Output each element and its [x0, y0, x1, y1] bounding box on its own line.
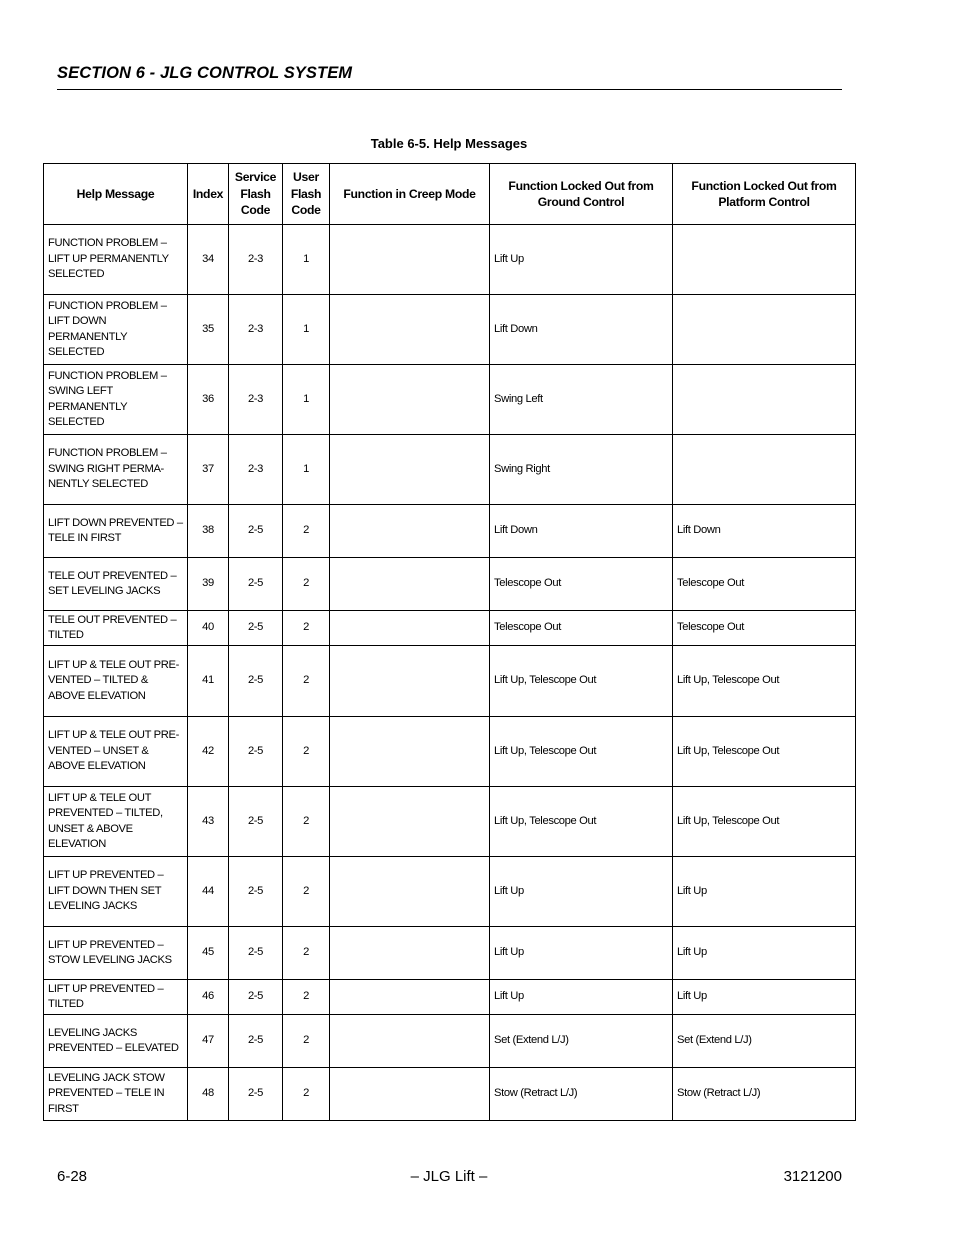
help-message-cell: LEVELING JACKS PREVENTED – ELEVATED [44, 1015, 188, 1068]
creep-mode-cell [330, 435, 490, 505]
header-divider [57, 89, 842, 90]
creep-mode-cell [330, 787, 490, 857]
help-message-cell: FUNCTION PROBLEM – LIFT UP PERMANENTLY SELECTED [44, 225, 188, 295]
index-cell: 48 [188, 1068, 229, 1121]
service-flash-code-cell: 2-3 [229, 225, 283, 295]
service-flash-code-cell: 2-5 [229, 980, 283, 1015]
index-cell: 41 [188, 646, 229, 717]
user-flash-code-cell: 1 [283, 435, 330, 505]
service-flash-code-cell: 2-3 [229, 435, 283, 505]
platform-lockout-cell [673, 225, 856, 295]
help-message-cell: LIFT UP PREVENTED – LIFT DOWN THEN SET LEVELING JACKS [44, 857, 188, 927]
creep-mode-cell [330, 505, 490, 558]
user-flash-code-cell: 2 [283, 1015, 330, 1068]
ground-lockout-cell: Lift Down [490, 295, 673, 365]
service-flash-code-cell: 2-5 [229, 927, 283, 980]
table-row [44, 980, 856, 1015]
index-cell: 47 [188, 1015, 229, 1068]
platform-lockout-cell [673, 295, 856, 365]
help-message-cell: LIFT DOWN PREVENTED – TELE IN FIRST [44, 505, 188, 558]
user-flash-code-cell: 2 [283, 611, 330, 646]
user-flash-code-cell: 2 [283, 505, 330, 558]
creep-mode-cell [330, 980, 490, 1015]
creep-mode-cell [330, 927, 490, 980]
column-header-index: Index [188, 164, 229, 225]
help-message-cell: LIFT UP & TELE OUT PREVENTED – TILTED, UNSET & ABOVE ELEVATION [44, 787, 188, 857]
ground-lockout-cell: Stow (Retract L/J) [490, 1068, 673, 1121]
help-message-cell: LIFT UP & TELE OUT PRE-VENTED – TILTED & ABOVE ELEVATION [44, 646, 188, 717]
user-flash-code-cell: 2 [283, 717, 330, 787]
help-message-cell: LIFT UP PREVENTED – TILTED [44, 980, 188, 1015]
table-row [44, 558, 856, 611]
user-flash-code-cell: 1 [283, 365, 330, 435]
user-flash-code-cell: 2 [283, 1068, 330, 1121]
user-flash-code-cell: 1 [283, 295, 330, 365]
document-number: 3121200 [783, 1168, 842, 1185]
platform-lockout-cell: Lift Up, Telescope Out [673, 646, 856, 717]
creep-mode-cell [330, 558, 490, 611]
creep-mode-cell [330, 1015, 490, 1068]
table-body [44, 225, 856, 1121]
ground-lockout-cell: Lift Up, Telescope Out [490, 717, 673, 787]
table-row [44, 365, 856, 435]
platform-lockout-cell: Lift Up, Telescope Out [673, 717, 856, 787]
platform-lockout-cell [673, 435, 856, 505]
user-flash-code-cell: 2 [283, 980, 330, 1015]
table-row [44, 295, 856, 365]
index-cell: 37 [188, 435, 229, 505]
index-cell: 43 [188, 787, 229, 857]
user-flash-code-cell: 2 [283, 558, 330, 611]
service-flash-code-cell: 2-5 [229, 787, 283, 857]
user-flash-code-cell: 2 [283, 857, 330, 927]
creep-mode-cell [330, 646, 490, 717]
platform-lockout-cell: Lift Up [673, 857, 856, 927]
ground-lockout-cell: Set (Extend L/J) [490, 1015, 673, 1068]
column-header-creep-mode: Function in Creep Mode [330, 164, 490, 225]
creep-mode-cell [330, 717, 490, 787]
ground-lockout-cell: Lift Up, Telescope Out [490, 787, 673, 857]
creep-mode-cell [330, 295, 490, 365]
help-message-cell: FUNCTION PROBLEM – SWING LEFT PERMANENTLY SELECTED [44, 365, 188, 435]
table-row [44, 611, 856, 646]
table-row [44, 787, 856, 857]
service-flash-code-cell: 2-5 [229, 646, 283, 717]
platform-lockout-cell: Stow (Retract L/J) [673, 1068, 856, 1121]
creep-mode-cell [330, 225, 490, 295]
user-flash-code-cell: 2 [283, 927, 330, 980]
service-flash-code-cell: 2-5 [229, 558, 283, 611]
creep-mode-cell [330, 857, 490, 927]
help-message-cell: LEVELING JACK STOW PREVENTED – TELE IN FIRST [44, 1068, 188, 1121]
column-header-platform-lockout: Function Locked Out from Platform Control [673, 164, 856, 225]
table-row [44, 717, 856, 787]
index-cell: 40 [188, 611, 229, 646]
service-flash-code-cell: 2-5 [229, 857, 283, 927]
ground-lockout-cell: Swing Left [490, 365, 673, 435]
ground-lockout-cell: Lift Up [490, 980, 673, 1015]
ground-lockout-cell: Swing Right [490, 435, 673, 505]
table-row [44, 1015, 856, 1068]
index-cell: 42 [188, 717, 229, 787]
ground-lockout-cell: Lift Up [490, 225, 673, 295]
index-cell: 44 [188, 857, 229, 927]
service-flash-code-cell: 2-5 [229, 1068, 283, 1121]
platform-lockout-cell: Lift Up [673, 927, 856, 980]
index-cell: 39 [188, 558, 229, 611]
user-flash-code-cell: 2 [283, 646, 330, 717]
index-cell: 46 [188, 980, 229, 1015]
service-flash-code-cell: 2-5 [229, 1015, 283, 1068]
help-message-cell: TELE OUT PREVENTED – TILTED [44, 611, 188, 646]
help-message-cell: LIFT UP PREVENTED – STOW LEVELING JACKS [44, 927, 188, 980]
user-flash-code-cell: 2 [283, 787, 330, 857]
platform-lockout-cell: Lift Up, Telescope Out [673, 787, 856, 857]
platform-lockout-cell: Set (Extend L/J) [673, 1015, 856, 1068]
ground-lockout-cell: Telescope Out [490, 611, 673, 646]
table-title: Table 6-5. Help Messages [370, 136, 528, 151]
ground-lockout-cell: Lift Up [490, 927, 673, 980]
help-messages-table [43, 163, 856, 1121]
user-flash-code-cell: 1 [283, 225, 330, 295]
column-header-user-flash-code: User Flash Code [283, 164, 330, 225]
section-title: SECTION 6 - JLG CONTROL SYSTEM [57, 64, 353, 82]
table-row [44, 857, 856, 927]
table-row [44, 225, 856, 295]
index-cell: 36 [188, 365, 229, 435]
help-message-cell: LIFT UP & TELE OUT PRE-VENTED – UNSET & ABOVE ELEVATION [44, 717, 188, 787]
table-row [44, 1068, 856, 1121]
index-cell: 34 [188, 225, 229, 295]
table-row [44, 505, 856, 558]
creep-mode-cell [330, 611, 490, 646]
platform-lockout-cell: Lift Down [673, 505, 856, 558]
service-flash-code-cell: 2-5 [229, 717, 283, 787]
footer-title: – JLG Lift – [410, 1168, 488, 1185]
service-flash-code-cell: 2-3 [229, 295, 283, 365]
ground-lockout-cell: Lift Up, Telescope Out [490, 646, 673, 717]
table-header-row [44, 164, 856, 225]
service-flash-code-cell: 2-5 [229, 505, 283, 558]
service-flash-code-cell: 2-5 [229, 611, 283, 646]
column-header-ground-lockout: Function Locked Out from Ground Control [490, 164, 673, 225]
platform-lockout-cell: Telescope Out [673, 558, 856, 611]
page-number: 6-28 [57, 1168, 88, 1185]
platform-lockout-cell: Telescope Out [673, 611, 856, 646]
help-message-cell: TELE OUT PREVENTED – SET LEVELING JACKS [44, 558, 188, 611]
creep-mode-cell [330, 365, 490, 435]
creep-mode-cell [330, 1068, 490, 1121]
help-message-cell: FUNCTION PROBLEM – SWING RIGHT PERMA-NENTLY SELECTED [44, 435, 188, 505]
platform-lockout-cell: Lift Up [673, 980, 856, 1015]
table-row [44, 646, 856, 717]
table-row [44, 927, 856, 980]
column-header-help-message: Help Message [44, 164, 188, 225]
ground-lockout-cell: Lift Up [490, 857, 673, 927]
index-cell: 38 [188, 505, 229, 558]
help-message-cell: FUNCTION PROBLEM – LIFT DOWN PERMANENTLY SELECTED [44, 295, 188, 365]
ground-lockout-cell: Telescope Out [490, 558, 673, 611]
table-row [44, 435, 856, 505]
platform-lockout-cell [673, 365, 856, 435]
index-cell: 35 [188, 295, 229, 365]
ground-lockout-cell: Lift Down [490, 505, 673, 558]
service-flash-code-cell: 2-3 [229, 365, 283, 435]
index-cell: 45 [188, 927, 229, 980]
column-header-service-flash-code: Service Flash Code [229, 164, 283, 225]
